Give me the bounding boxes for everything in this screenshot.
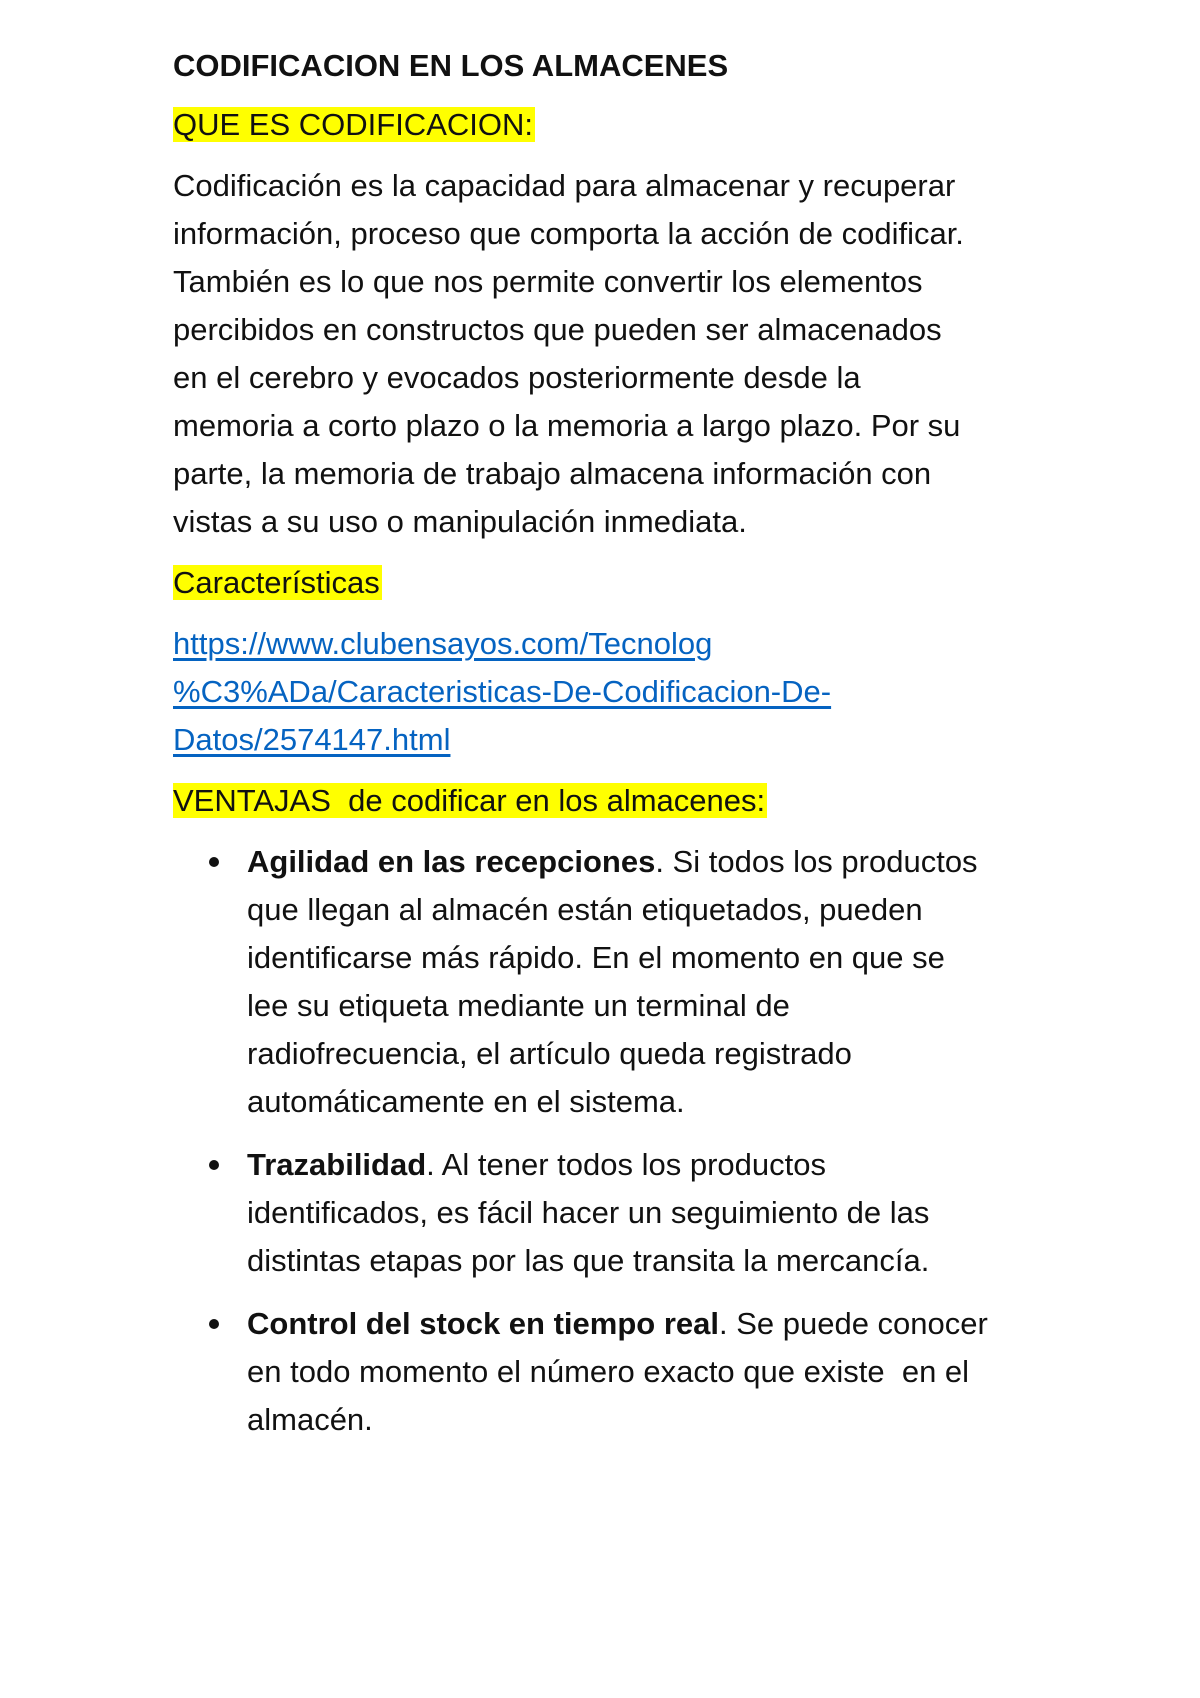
- caracteristicas-link[interactable]: [173, 620, 1053, 764]
- list-item-bold-term: Trazabilidad: [247, 1147, 427, 1182]
- paragraph-que-es: [173, 162, 1053, 546]
- list-item-first-line: [247, 838, 1053, 886]
- list-item-line: radiofrecuencia, el artículo queda registrado: [247, 1036, 852, 1071]
- list-item-first-line: [247, 1141, 1053, 1189]
- paragraph-line: Codificación es la capacidad para almacenar y recuperar: [173, 168, 956, 203]
- paragraph-line: información, proceso que comporta la acción de codificar.: [173, 216, 964, 251]
- bullet-icon: [209, 857, 219, 867]
- list-item-line: almacén.: [247, 1402, 373, 1437]
- ventajas-list: [173, 838, 1053, 1444]
- document-page: [173, 44, 1053, 1459]
- list-item-line: distintas etapas por las que transita la mercancía.: [247, 1243, 930, 1278]
- heading-caracteristicas-text: Características: [173, 565, 380, 600]
- hyperlink-line[interactable]: https://www.clubensayos.com/Tecnolog: [173, 626, 713, 661]
- list-item-line: que llegan al almacén están etiquetados, pueden: [247, 892, 923, 927]
- bullet-icon: [209, 1160, 219, 1170]
- paragraph-line: percibidos en constructos que pueden ser almacenados: [173, 312, 942, 347]
- list-item-text: . Se puede conocer: [718, 1306, 988, 1341]
- list-item-bold-term: Control del stock en tiempo real: [247, 1306, 719, 1341]
- list-item-line: identificados, es fácil hacer un seguimiento de las: [247, 1195, 930, 1230]
- hyperlink-line[interactable]: Datos/2574147.html: [173, 722, 451, 757]
- hyperlink-line[interactable]: %C3%ADa/Caracteristicas-De-Codificacion-De-: [173, 674, 832, 709]
- paragraph-line: También es lo que nos permite convertir los elementos: [173, 264, 923, 299]
- list-item-line: identificarse más rápido. En el momento en que se: [247, 940, 945, 975]
- paragraph-line: en el cerebro y evocados posteriormente desde la: [173, 360, 861, 395]
- heading-caracteristicas: [173, 561, 1053, 605]
- list-item-line: automáticamente en el sistema.: [247, 1084, 685, 1119]
- list-item: [173, 838, 1053, 1126]
- heading-que-es: [173, 103, 1053, 147]
- heading-ventajas: [173, 779, 1053, 823]
- list-item-line: lee su etiqueta mediante un terminal de: [247, 988, 790, 1023]
- list-item-line: en todo momento el número exacto que existe en el: [247, 1354, 970, 1389]
- list-item-text: . Al tener todos los productos: [426, 1147, 826, 1182]
- list-item-text: . Si todos los productos: [655, 844, 978, 879]
- heading-que-es-text: QUE ES CODIFICACION:: [173, 107, 533, 142]
- paragraph-line: vistas a su uso o manipulación inmediata.: [173, 504, 747, 539]
- paragraph-line: parte, la memoria de trabajo almacena información con: [173, 456, 932, 491]
- list-item-first-line: [247, 1300, 1053, 1348]
- list-item-bold-term: Agilidad en las recepciones: [247, 844, 656, 879]
- document-title: CODIFICACION EN LOS ALMACENES: [173, 48, 729, 83]
- bullet-icon: [209, 1319, 219, 1329]
- paragraph-line: memoria a corto plazo o la memoria a largo plazo. Por su: [173, 408, 961, 443]
- heading-ventajas-text: VENTAJAS de codificar en los almacenes:: [173, 783, 766, 818]
- list-item: [173, 1300, 1053, 1444]
- list-item: [173, 1141, 1053, 1285]
